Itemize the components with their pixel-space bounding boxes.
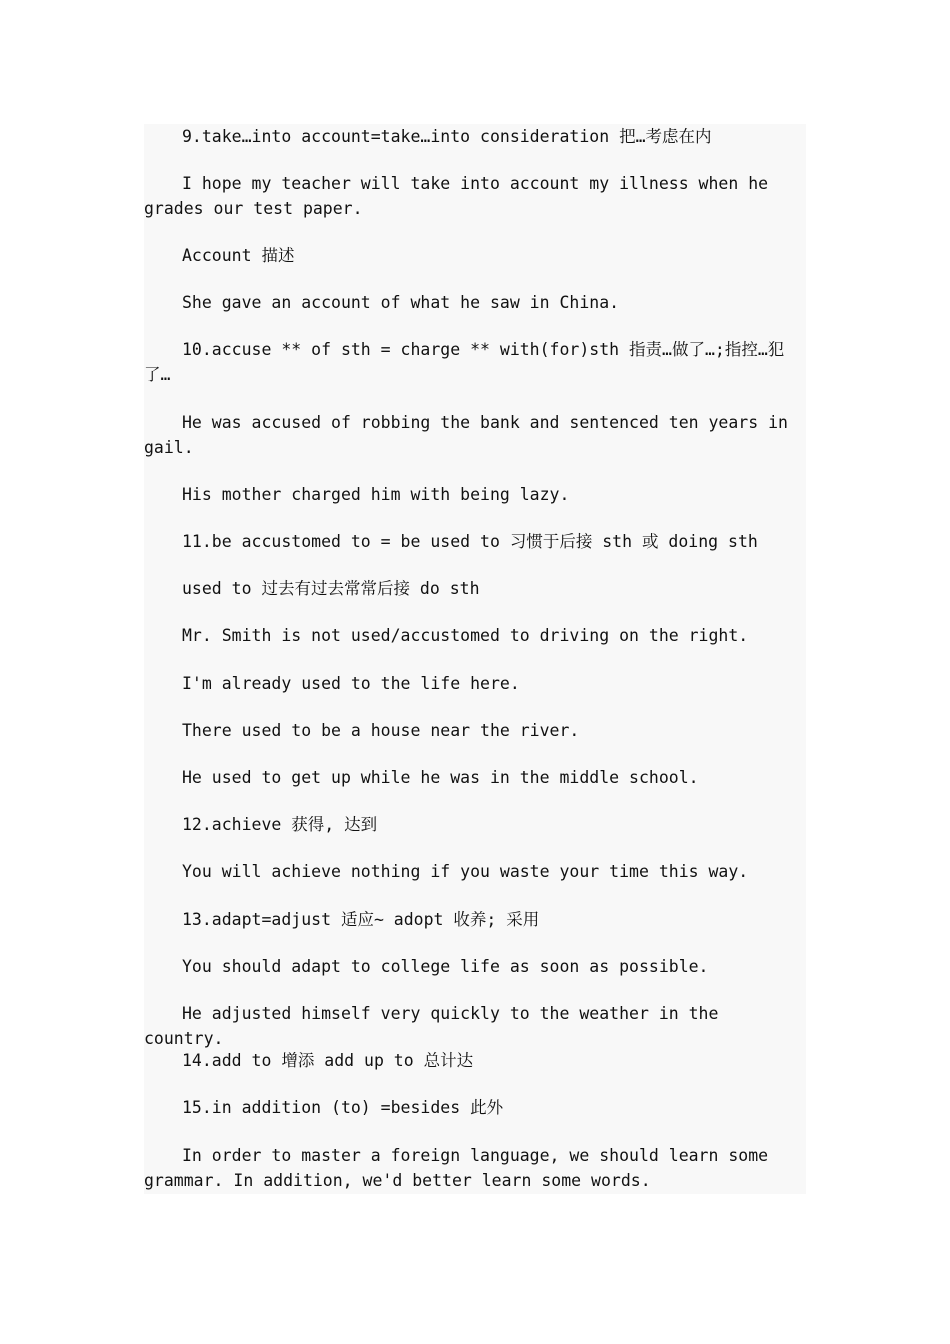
paragraph-15-heading: 15.in addition (to) =besides 此外 — [182, 1098, 504, 1117]
paragraph-9-heading: 9.take…into account=take…into consideration 把…考虑在内 — [182, 127, 712, 146]
paragraph-account-example: She gave an account of what he saw in China. — [182, 293, 620, 312]
paragraph-account: Account 描述 — [182, 246, 295, 265]
paragraph-15-example: In order to master a foreign language, we should learn some grammar. In addition, we'd better learn some words. — [144, 1146, 769, 1190]
paragraph-11-example-1: Mr. Smith is not used/accustomed to driving on the right. — [182, 626, 749, 645]
paragraph-11-used-to: used to 过去有过去常常后接 do sth — [182, 579, 480, 598]
paragraph-14-heading: 14.add to 增添 add up to 总计达 — [182, 1051, 474, 1070]
paragraph-11-heading: 11.be accustomed to = be used to 习惯于后接 sth 或 doing sth — [182, 532, 758, 551]
paragraph-9-example: I hope my teacher will take into account my illness when he grades our test paper. — [144, 174, 769, 218]
paragraph-13-example-2: He adjusted himself very quickly to the weather in the country. — [144, 1004, 719, 1048]
paragraph-11-example-3: There used to be a house near the river. — [182, 721, 580, 740]
paragraph-12-heading: 12.achieve 获得, 达到 — [182, 815, 378, 834]
paragraph-13-example-1: You should adapt to college life as soon as possible. — [182, 957, 709, 976]
paragraph-12-example: You will achieve nothing if you waste your time this way. — [182, 862, 749, 881]
paragraph-13-heading: 13.adapt=adjust 适应~ adopt 收养; 采用 — [182, 910, 540, 929]
paragraph-10-example-2: His mother charged him with being lazy. — [182, 485, 570, 504]
paragraph-11-example-2: I'm already used to the life here. — [182, 674, 520, 693]
paragraph-10-example-1: He was accused of robbing the bank and sentenced ten years in gail. — [144, 413, 788, 457]
paragraph-10-heading: 10.accuse ** of sth = charge ** with(for)sth 指责…做了…;指控…犯了… — [144, 340, 785, 384]
paragraph-11-example-4: He used to get up while he was in the middle school. — [182, 768, 699, 787]
